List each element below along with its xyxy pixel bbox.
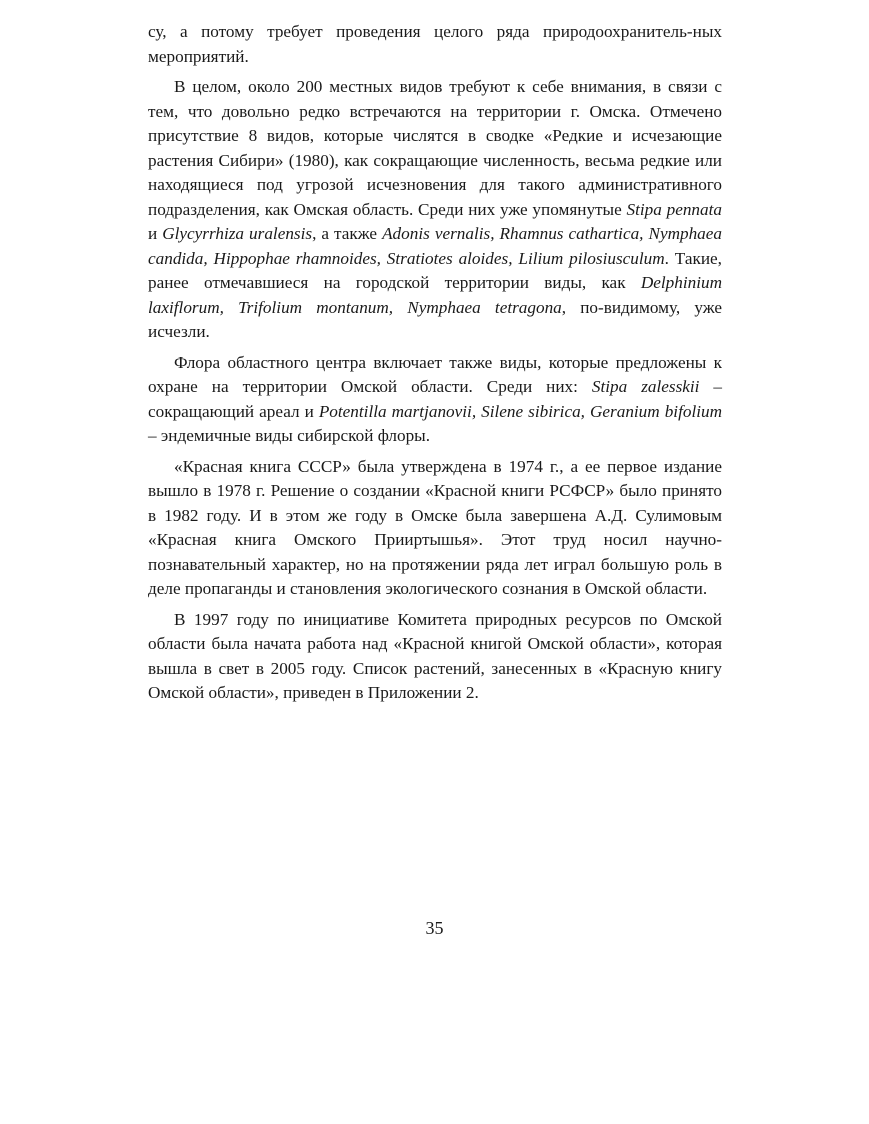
- text-run: В целом, около 200 местных видов требуют к себе внимания, в связи с тем, что довольно редко встречаются на территории г. Омска. Отмечено присутствие 8 видов, которые числятся в сводке «Редкие и исчезающие растения Сибири» (1980), как сокращающие численность, весьма редкие или находящиеся под угрозой исчезновения для такого административного подразделения, как Омская область. Среди них уже упомянутые: [148, 77, 722, 219]
- paragraph: [148, 608, 722, 706]
- text-run: . Такие, ранее отмечавшиеся на городской территории виды, как: [148, 248, 722, 292]
- text-run: , по-видимому, уже исчезли.: [148, 297, 722, 341]
- italic-species-name: Delphinium laxiflorum, Trifolium montanum, Nymphaea tetragona: [148, 273, 722, 317]
- text-run: су, а потому требует проведения целого ряда природоохранитель-ных мероприятий.: [148, 22, 722, 66]
- paragraph: [148, 351, 722, 449]
- text-run: и: [148, 224, 163, 243]
- text-run: В 1997 году по инициативе Комитета природных ресурсов по Омской области была начата работа над «Красной книгой Омской области», которая вышла в свет в 2005 году. Список растений, занесенных в «Красную книгу Омской области», приведен в Приложении 2.: [148, 609, 722, 702]
- page-number: 35: [425, 918, 444, 938]
- text-run: – эндемичные виды сибирской флоры.: [148, 426, 431, 445]
- italic-species-name: Adonis vernalis, Rhamnus cathartica, Nymphaea candida, Hippophae rhamnoides, Stratiotes aloides, Lilium pilosiusculum: [148, 224, 723, 268]
- text-run: «Красная книга СССР» была утверждена в 1974 г., а ее первое издание вышло в 1978 г. Решение о создании «Красной книги РСФСР» было принято в 1982 году. И в этом же году в Омске была завершена А.Д. Сулимовым «Красная книга Омского Прииртышья». Этот труд носил научно-познавательный характер, но на протяжении ряда лет играл большую роль в деле пропаганды и становления экологического сознания в Омской области.: [148, 456, 722, 598]
- italic-species-name: Stipa pennata: [626, 199, 722, 219]
- paragraph: [148, 455, 722, 602]
- italic-species-name: Stipa zalesskii: [591, 377, 700, 396]
- text-run: – сокращающий ареал и: [148, 377, 722, 421]
- paragraph: [148, 75, 722, 345]
- body-text: [148, 20, 722, 712]
- text-run: , а также: [312, 224, 383, 243]
- paragraph: [148, 20, 722, 69]
- text-run: Флора областного центра включает также виды, которые предложены к охране на территории Омской области. Среди них:: [148, 352, 722, 396]
- italic-species-name: Glycyrrhiza uralensis: [162, 224, 313, 243]
- italic-species-name: Potentilla martjanovii, Silene sibirica, Geranium bifolium: [318, 401, 723, 421]
